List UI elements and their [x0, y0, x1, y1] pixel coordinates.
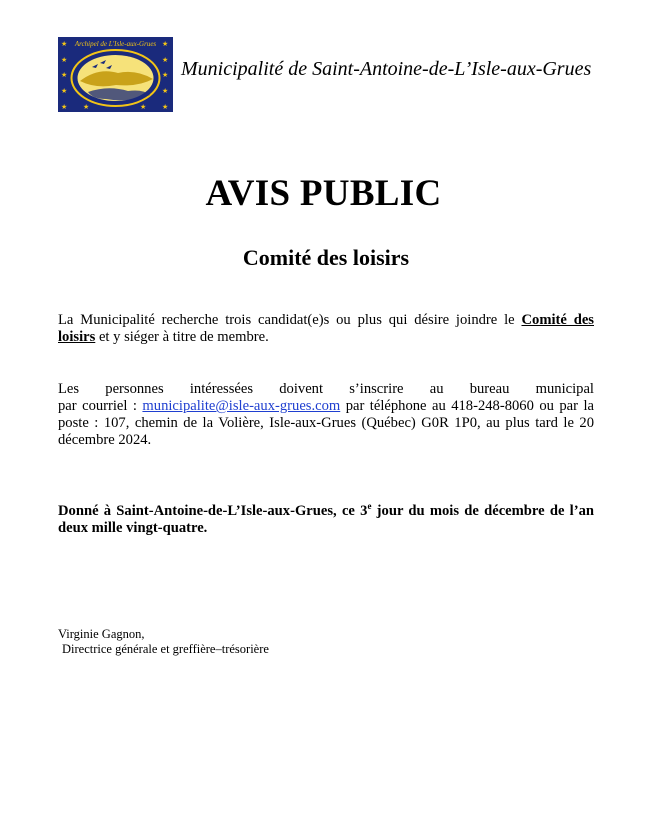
ordinal-suffix: e: [367, 501, 372, 512]
notice-subtitle: Comité des loisirs: [242, 245, 410, 270]
notice-title: AVIS PUBLIC: [205, 173, 442, 214]
logo-text: Archipel de L'Isle-aux-Grues: [74, 40, 157, 48]
svg-text:★: ★: [162, 71, 169, 79]
svg-text:★: ★: [61, 87, 68, 95]
svg-text:★: ★: [61, 103, 68, 111]
registration-text-after-email: par téléphone au 418-248-8060 ou par la poste : 107, chemin de la Volière, Isle-aux-Grues (Québec) G0R 1P0, au plus tard le 20 décembre 2024.: [58, 398, 594, 448]
signatory-title: Directrice générale et greffière–trésorière: [62, 642, 269, 656]
recruitment-paragraph: [58, 312, 594, 346]
given-at-paragraph: [58, 503, 594, 537]
svg-text:★: ★: [162, 103, 169, 111]
registration-line1: Les personnes intéressées doivent s’inscrire au bureau municipal: [58, 381, 594, 397]
municipality-name: Municipalité de Saint-Antoine-de-L’Isle-aux-Grues: [181, 58, 592, 80]
committee-name: Comité des loisirs: [58, 312, 594, 345]
given-at-text-before: Donné à Saint-Antoine-de-L’Isle-aux-Grues, ce 3: [58, 503, 368, 519]
signatory-name: Virginie Gagnon,: [58, 627, 145, 641]
recruitment-text-after: et y siéger à titre de membre.: [95, 329, 269, 345]
svg-text:★: ★: [61, 40, 68, 48]
svg-text:★: ★: [61, 56, 68, 64]
recruitment-text-before: La Municipalité recherche trois candidat(e)s ou plus qui désire joindre le: [58, 312, 522, 328]
svg-text:★: ★: [83, 103, 90, 111]
svg-text:★: ★: [140, 103, 147, 111]
email-link[interactable]: municipalite@isle-aux-grues.com: [142, 398, 341, 414]
svg-text:★: ★: [61, 71, 68, 79]
registration-text-before-email: par courriel :: [58, 398, 143, 414]
given-at-text-after: jour du mois de décembre de l’an deux mille vingt-quatre.: [58, 503, 594, 536]
svg-text:★: ★: [162, 40, 169, 48]
registration-paragraph: [58, 381, 594, 449]
municipality-logo: [58, 37, 173, 112]
svg-text:★: ★: [162, 87, 169, 95]
svg-text:★: ★: [162, 56, 169, 64]
